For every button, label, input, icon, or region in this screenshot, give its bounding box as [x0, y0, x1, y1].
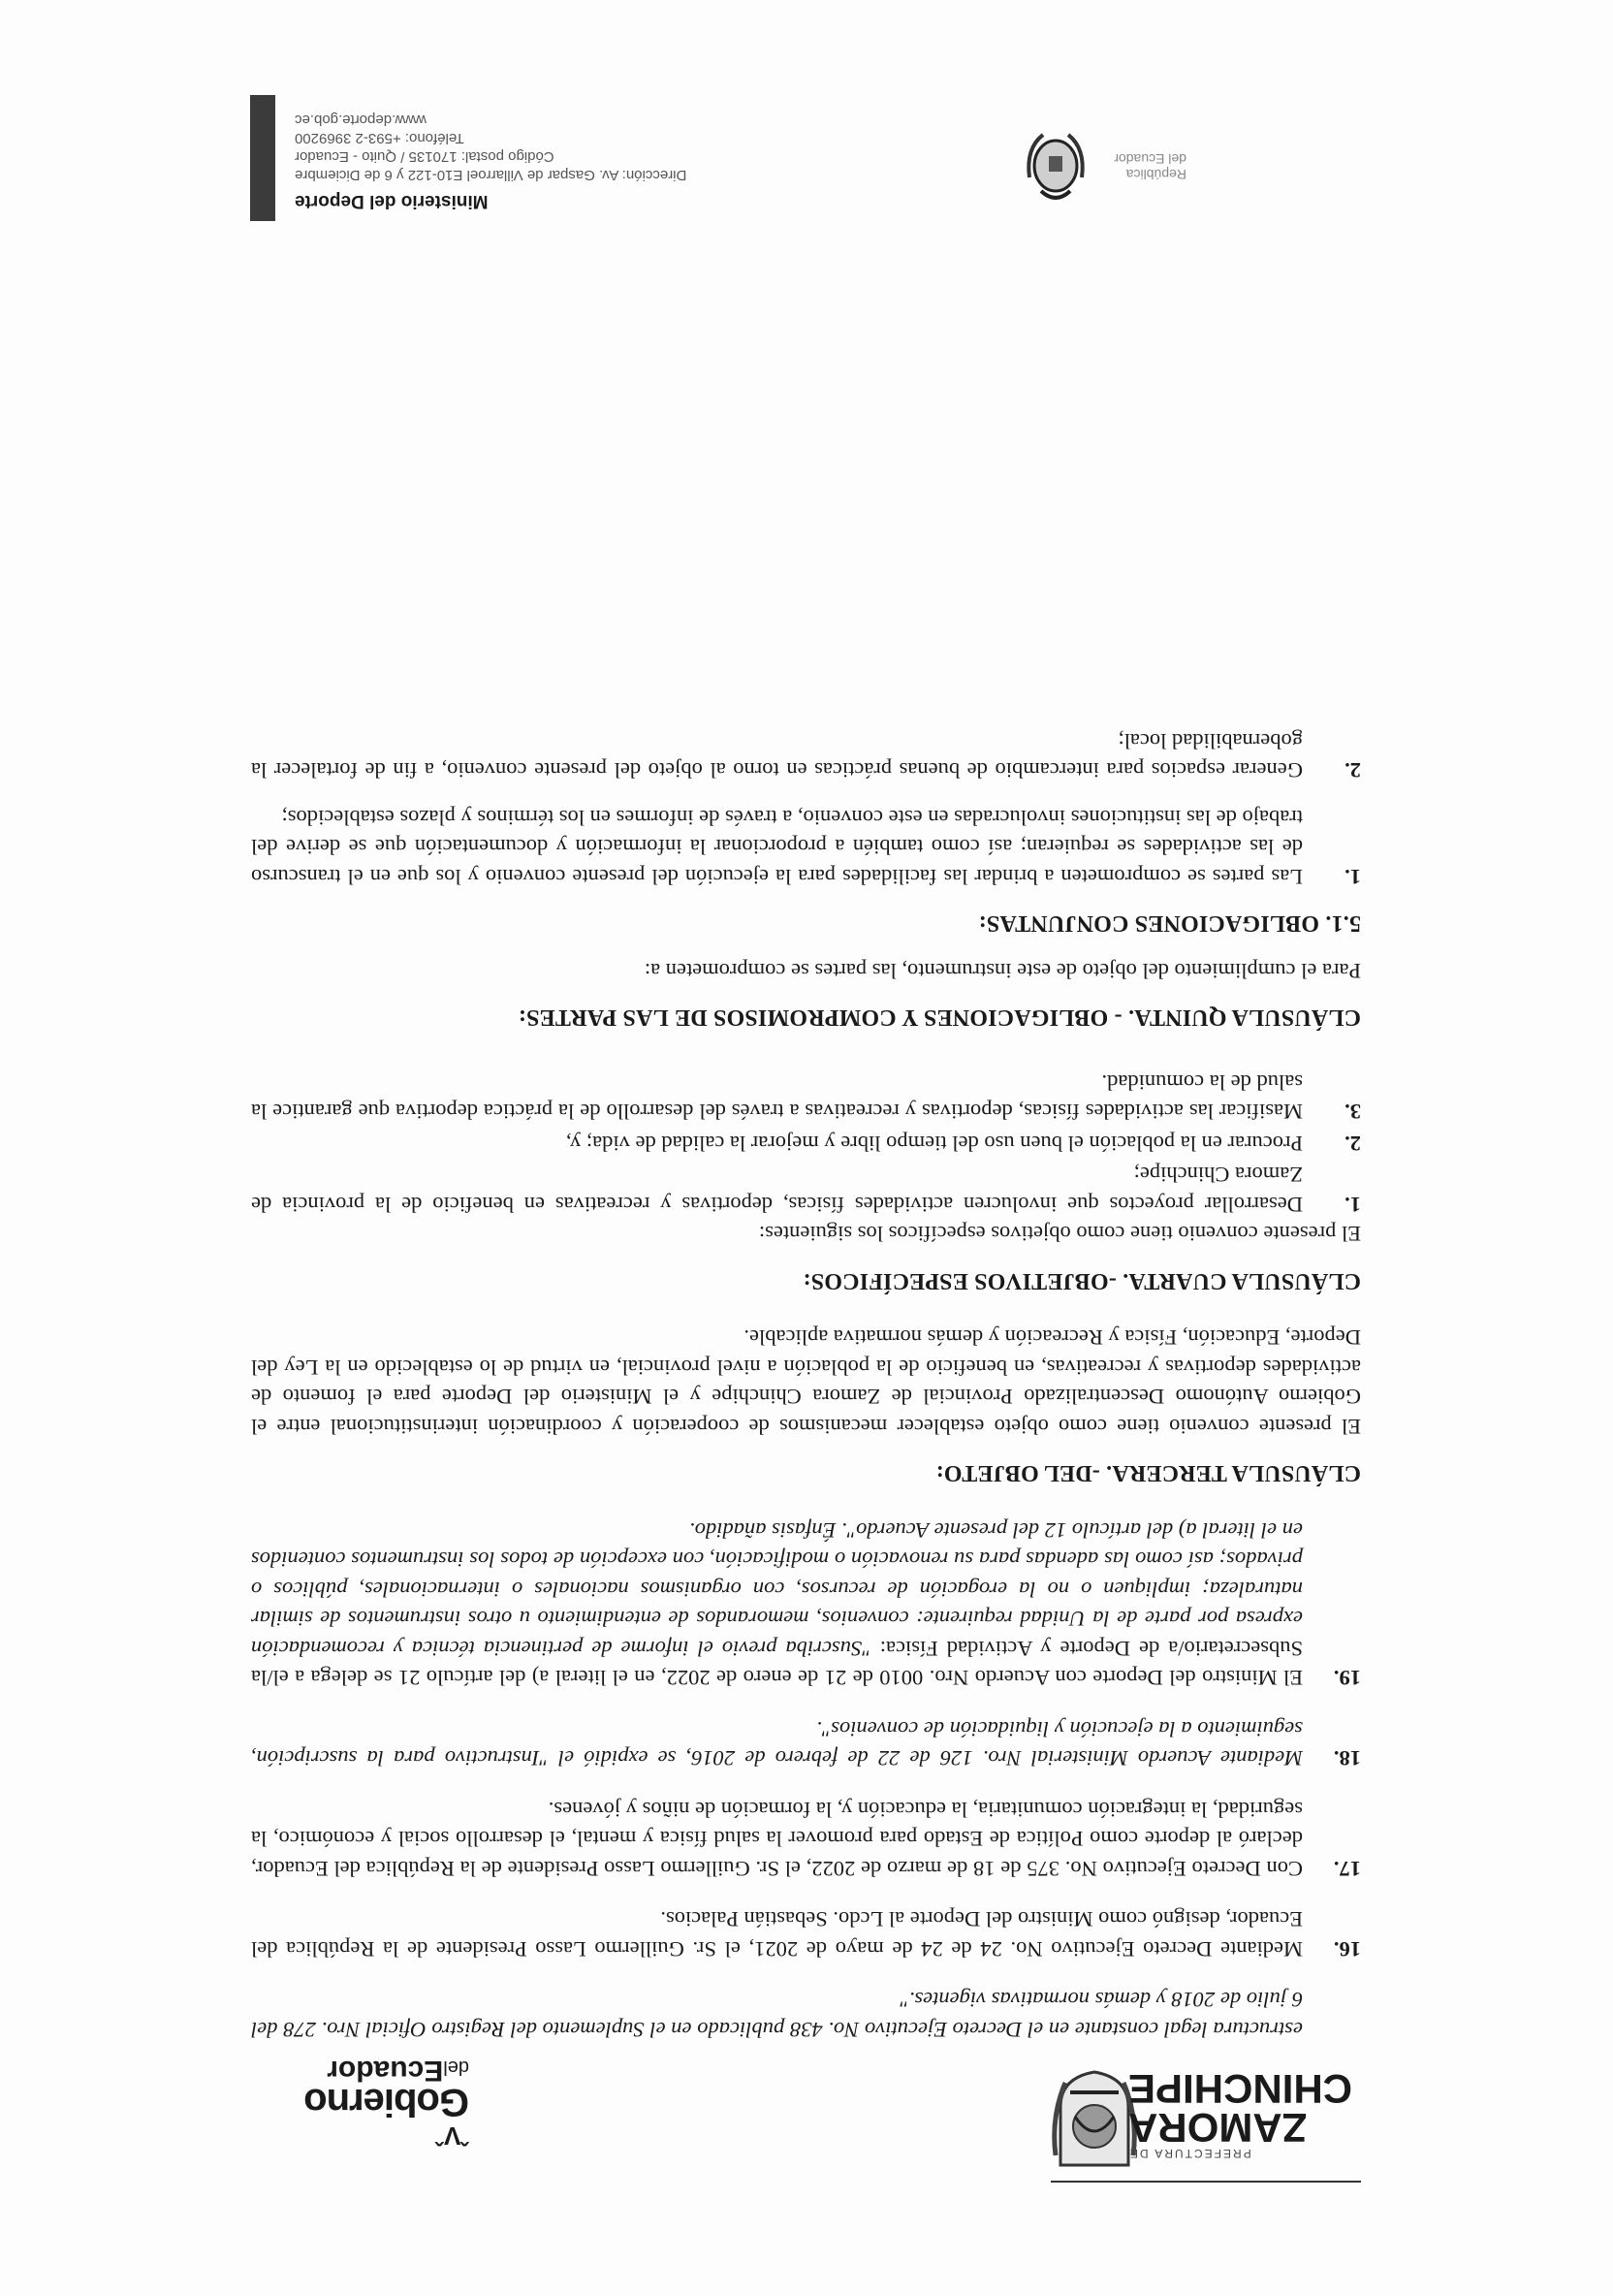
footer-rep-line2: del Ecuador	[1114, 151, 1186, 167]
list-text: Procurar en la población el buen uso del tiempo libre y mejorar la calidad de vida; y,	[565, 1132, 1303, 1156]
item-text: Con Decreto Ejecutivo No. 375 de 18 de marzo de 2022, el Sr. Guillermo Lasso Presidente de la República del Ecuador, declaró al deporte como Política de Estado para promover la salud física y mental, el desarrollo social y económico, la seguridad, la integración comunitaria, la educación y, la formación de niños y jóvenes.	[251, 1798, 1303, 1881]
item-text	[251, 1515, 1303, 1693]
list-text: Desarrollar proyectos que involucren actividades físicas, deportivas y recreativas en beneficio de la provincia de Zamora Chinchipe;	[251, 1163, 1303, 1217]
item-number: 18.	[1333, 1746, 1361, 1771]
prov-line2: ZAMORA	[1128, 2105, 1308, 2151]
numbered-item	[251, 1904, 1361, 1963]
gov-logo-word-del: del	[443, 2057, 469, 2078]
clausula-cuarta-intro: El presente convenio tiene como objetivos específicos los siguientes:	[758, 1222, 1361, 1247]
gov-logo-word-ecuador	[327, 2054, 469, 2087]
clausula-cuarta-title: CLÁUSULA CUARTA. -OBJETIVOS ESPECÍFICOS:	[803, 1268, 1361, 1293]
list-text: Generar espacios para intercambio de buenas prácticas en torno al objeto del presente convenio, a fin de fortalecer la gobernabilidad local;	[251, 729, 1303, 783]
item-number: 16.	[1333, 1937, 1361, 1961]
gov-logo-mark: ˆVˆ	[435, 2121, 469, 2151]
gov-logo-word-ecuador-text: Ecuador	[327, 2055, 444, 2087]
list-item	[251, 726, 1361, 785]
header-rule	[1051, 2181, 1361, 2183]
list-text: Masificar las actividades físicas, deportivas y recreativas a través del desarrollo de la práctica deportiva que garantice la salud de la comunidad.	[251, 1070, 1303, 1125]
list-item	[251, 803, 1361, 892]
obligaciones-conjuntas-title: 5.1. OBLIGACIONES CONJUNTAS:	[978, 910, 1361, 937]
clausula-tercera-text: El presente convenio tiene como objeto establecer mecanismos de cooperación y coordinación interinstitucional entre el Gobierno Autónomo Descentralizado Provincial de Zamora Chinchipe y el Ministerio del Deporte para el fomento de actividades deportivas y recreativas, en beneficio de la población a nivel provincial, en virtud de lo establecido en la Ley del Deporte, Educación, Física y Recreación y demás normativa aplicable.	[251, 1325, 1361, 1439]
item-number: 17.	[1333, 1857, 1361, 1881]
item-text: Mediante Acuerdo Ministerial Nro. 126 de 22 de febrero de 2016, se expidió el "Instructivo para la suscripción, seguimiento a la ejecución y liquidación de convenios".	[251, 1717, 1303, 1771]
item-text: Mediante Decreto Ejecutivo No. 24 de 24 de mayo de 2021, el Sr. Guillermo Lasso Presidente de la República del Ecuador, designó como Ministro del Deporte al Lcdo. Sebastián Palacios.	[251, 1907, 1303, 1961]
item-text-part-a: El Ministro del Deporte con Acuerdo Nro. 0010 de 21 de enero de 2022, en el literal a) del artículo 21 se delega a el/la Subsecretario/a de Deporte y Actividad Física:	[251, 1637, 1303, 1691]
intro-quote: estructura legal constante en el Decreto Ejecutivo No. 438 publicado en el Suplemento del Registro Oficial Nro. 278 del 6 julio de 2018 y demás normativas vigentes."	[251, 1988, 1303, 2042]
prov-line1: PREFECTURA DE	[1128, 2147, 1251, 2160]
zamora-chinchipe-seal-icon	[1051, 2068, 1138, 2175]
footer-bar	[250, 95, 275, 221]
list-number: 2.	[1344, 1132, 1361, 1156]
list-number: 2.	[1344, 758, 1361, 783]
gov-logo-word-gobierno: Gobierno	[304, 2081, 469, 2123]
item-number: 19.	[1333, 1666, 1361, 1691]
numbered-item	[251, 1515, 1361, 1693]
footer-rep-line1: República	[1125, 167, 1186, 182]
page-header	[0, 2055, 1613, 2296]
footer-web: www.deporte.gob.ec	[295, 112, 427, 128]
list-number: 1.	[1344, 865, 1361, 889]
prov-line3: CHINCHIPE	[1128, 2066, 1353, 2112]
clausula-quinta-title: CLÁUSULA QUINTA. - OBLIGACIONES Y COMPROMISOS DE LAS PARTES:	[518, 1004, 1361, 1031]
list-text: Las partes se comprometen a brindar las facilidades para la ejecución del presente convenio y los que en el transcurso de las actividades se requieran; así como también a proporcionar la información y documentación que se derive del trabajo de las instituciones involucradas en este convenio, a través de informes en los términos y plazos establecidos;	[251, 806, 1303, 889]
footer-phone: Teléfono: +593-2 3969200	[295, 130, 464, 146]
list-number: 3.	[1344, 1100, 1361, 1125]
footer-postal: Código postal: 170135 / Quito - Ecuador	[295, 148, 554, 165]
footer-address: Dirección: Av. Gaspar de Villarroel E10-122 y 6 de Diciembre	[295, 167, 687, 183]
list-item	[251, 1068, 1361, 1127]
footer-ministry: Ministerio del Deporte	[295, 191, 489, 211]
list-number: 1.	[1344, 1193, 1361, 1217]
clausula-tercera-title: CLÁUSULA TERCERA. -DEL OBJETO:	[935, 1460, 1361, 1486]
page-footer	[0, 0, 1613, 240]
clausula-quinta-intro: Para el cumplimiento del objeto de este instrumento, las partes se comprometen a:	[644, 959, 1361, 983]
item-text-part-b: "Suscriba previo el informe de pertinencia técnica y recomendación expresa por parte de la Unidad requirente: convenios, memorandos de entendimiento u otros instrumentos de similar naturaleza; impliquen o no la erogación de recursos, con organismos nacionales o internacionales, públicos o privados; así como las adendas para su renovación o modificación, con excepción de todos los instrumentos contenidos en el literal a) del artículo 12 del presente Acuerdo". Énfasis añadido.	[251, 1518, 1303, 1661]
footer-contact	[295, 111, 741, 211]
document-body	[251, 724, 1361, 2045]
footer-republica	[1090, 151, 1186, 182]
numbered-item	[251, 1714, 1361, 1773]
numbered-item	[251, 1795, 1361, 1884]
gobierno-ecuador-logo	[266, 2054, 469, 2151]
prefectura-logo-text	[1128, 2066, 1361, 2160]
list-item	[251, 1129, 1361, 1159]
list-item	[251, 1160, 1361, 1219]
ecuador-coat-of-arms-icon	[1022, 129, 1090, 207]
